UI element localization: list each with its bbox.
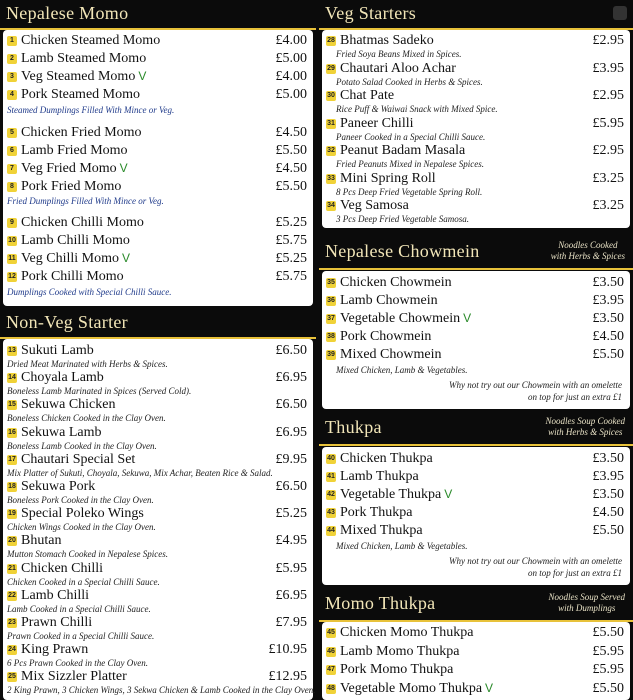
item-number-badge: 40 bbox=[327, 455, 335, 462]
section-title: Veg Starters bbox=[325, 3, 417, 23]
item-price: £5.50 bbox=[592, 625, 624, 640]
menu-item bbox=[326, 311, 624, 328]
menu-item bbox=[326, 88, 624, 105]
item-name bbox=[21, 251, 130, 267]
omelette-offer bbox=[449, 555, 622, 579]
item-name bbox=[340, 171, 436, 187]
item-name bbox=[21, 588, 89, 604]
item-name-text: Mixed Thukpa bbox=[340, 523, 423, 538]
item-name-text: Chicken Chowmein bbox=[340, 275, 452, 290]
item-name bbox=[340, 293, 438, 309]
item-price: £5.75 bbox=[275, 233, 307, 248]
item-name-text: Bhutan bbox=[21, 533, 62, 549]
item-description: 2 King Prawn, 3 Chicken Wings, 3 Sekwa Chicken & Lamb Cooked in the Clay Oven. bbox=[7, 685, 316, 696]
item-name bbox=[21, 452, 135, 468]
item-description: Fried Soya Beans Mixed in Spices. bbox=[336, 49, 462, 59]
menu-item bbox=[326, 61, 624, 78]
item-name-text: Sukuti Lamb bbox=[21, 343, 94, 358]
section-title: Nepalese Chowmein bbox=[325, 241, 480, 261]
item-name-text: Lamb Fried Momo bbox=[21, 143, 128, 158]
menu-item bbox=[326, 451, 624, 468]
item-name-text: Chicken Chilli Momo bbox=[21, 215, 144, 230]
item-name bbox=[21, 561, 103, 577]
item-number-badge: 24 bbox=[8, 646, 16, 654]
menu-item bbox=[326, 275, 624, 292]
item-number-badge: 14 bbox=[8, 374, 16, 382]
section-description: Mixed Chicken, Lamb & Vegetables. bbox=[336, 541, 468, 551]
item-price: £3.25 bbox=[592, 170, 624, 186]
item-name-text: Mix Sizzler Platter bbox=[21, 669, 127, 685]
item-price: £5.95 bbox=[592, 115, 624, 131]
item-price: £5.25 bbox=[275, 215, 307, 230]
menu-item bbox=[7, 479, 307, 496]
menu-item bbox=[7, 615, 307, 632]
item-number-badge: 12 bbox=[8, 273, 16, 280]
menu-item bbox=[7, 561, 307, 578]
item-name bbox=[340, 143, 465, 159]
item-number-badge: 44 bbox=[327, 527, 335, 534]
item-name-text: Lamb Momo Thukpa bbox=[340, 643, 460, 659]
menu-item bbox=[326, 116, 624, 133]
item-name-text: Chicken Thukpa bbox=[340, 451, 433, 466]
item-name bbox=[340, 61, 456, 77]
item-name-text: Pork Momo Thukpa bbox=[340, 662, 454, 677]
item-number-badge: 37 bbox=[327, 315, 335, 322]
item-name-text: Pork Steamed Momo bbox=[21, 87, 140, 102]
section-header-non-veg-starter bbox=[0, 309, 316, 339]
menu-item bbox=[7, 343, 307, 360]
item-number-badge: 25 bbox=[8, 673, 16, 681]
item-price: £5.95 bbox=[275, 560, 307, 576]
item-price: £6.50 bbox=[275, 343, 307, 358]
item-number-badge: 9 bbox=[7, 218, 17, 228]
item-number-badge: 48 bbox=[327, 684, 335, 692]
item-name bbox=[340, 662, 453, 678]
menu-item bbox=[7, 179, 307, 196]
item-number-badge: 31 bbox=[327, 119, 335, 127]
item-price: £5.50 bbox=[275, 179, 307, 194]
vegetarian-mark: V bbox=[485, 680, 494, 695]
menu-item bbox=[7, 251, 307, 268]
item-number-badge: 39 bbox=[327, 351, 335, 358]
item-name-text: Chautari Aloo Achar bbox=[340, 60, 456, 76]
menu-item bbox=[7, 215, 307, 232]
item-name-text: Lamb Chilli bbox=[21, 587, 90, 603]
item-number-badge: 2 bbox=[7, 54, 17, 64]
section-header-momo-thukpa bbox=[319, 590, 633, 622]
offer-line: on top for just an extra £1 bbox=[528, 568, 622, 578]
offer-line: on top for just an extra £1 bbox=[528, 392, 622, 402]
item-name bbox=[21, 642, 88, 658]
item-number-badge: 47 bbox=[327, 666, 335, 673]
item-description: Rice Puff & Waiwai Snack with Mixed Spice. bbox=[336, 104, 498, 114]
item-number-badge: 16 bbox=[8, 428, 16, 436]
item-price: £9.95 bbox=[275, 451, 307, 467]
item-number-badge: 43 bbox=[327, 509, 335, 516]
item-name bbox=[21, 370, 104, 386]
menu-item bbox=[326, 662, 624, 679]
item-description: Boneless Lamb Cooked in the Clay Oven. bbox=[7, 440, 157, 451]
panel-momo-thukpa bbox=[322, 622, 630, 700]
item-name bbox=[340, 275, 452, 291]
item-number-badge: 6 bbox=[7, 146, 17, 156]
item-number-badge: 5 bbox=[7, 128, 17, 138]
item-name-text: Pork Thukpa bbox=[340, 505, 413, 520]
item-name bbox=[21, 69, 146, 85]
item-name-text: King Prawn bbox=[21, 642, 89, 658]
panel-non-veg-starter bbox=[3, 339, 316, 700]
item-number-badge: 7 bbox=[7, 164, 17, 174]
item-name bbox=[21, 143, 128, 159]
item-price: £3.95 bbox=[592, 60, 624, 76]
item-number-badge: 8 bbox=[7, 182, 17, 192]
item-price: £2.95 bbox=[592, 143, 624, 158]
item-name-text: Paneer Chilli bbox=[340, 115, 414, 131]
menu-item bbox=[7, 269, 307, 286]
item-number-badge: 4 bbox=[7, 90, 17, 100]
item-number-badge: 17 bbox=[8, 455, 16, 463]
menu-item bbox=[7, 397, 307, 414]
item-price: £5.50 bbox=[592, 680, 624, 696]
item-name-text: Mini Spring Roll bbox=[340, 170, 436, 186]
panel-chowmein bbox=[322, 271, 630, 409]
item-price: £6.50 bbox=[275, 479, 307, 494]
item-price: £4.50 bbox=[592, 505, 624, 520]
item-description: Potato Salad Cooked in Herbs & Spices. bbox=[336, 76, 483, 87]
item-name-text: Chicken Chilli bbox=[21, 560, 104, 576]
item-price: £3.25 bbox=[592, 198, 624, 213]
item-number-badge: 18 bbox=[8, 483, 16, 490]
menu-item bbox=[7, 506, 307, 523]
item-price: £3.95 bbox=[592, 469, 624, 484]
vegetarian-mark: V bbox=[119, 161, 128, 175]
item-name bbox=[21, 161, 128, 177]
item-name bbox=[340, 523, 423, 539]
item-price: £4.00 bbox=[275, 69, 307, 84]
item-description: Boneless Pork Cooked in the Clay Oven. bbox=[7, 495, 154, 505]
panel-veg-starters bbox=[322, 30, 630, 228]
item-number-badge: 20 bbox=[8, 537, 16, 545]
item-name bbox=[21, 425, 101, 441]
item-price: £3.50 bbox=[592, 311, 624, 326]
item-price: £4.95 bbox=[275, 533, 307, 549]
item-description: 8 Pcs Deep Fried Vegetable Spring Roll. bbox=[336, 186, 483, 197]
item-name-text: Pork Chilli Momo bbox=[21, 269, 124, 284]
item-price: £5.25 bbox=[275, 251, 307, 266]
item-number-badge: 1 bbox=[7, 36, 17, 46]
item-name-text: Chicken Fried Momo bbox=[21, 125, 142, 140]
item-number-badge: 23 bbox=[8, 619, 16, 626]
item-name-text: Vegetable Momo Thukpa bbox=[340, 680, 483, 696]
item-price: £5.50 bbox=[275, 143, 307, 158]
item-name bbox=[340, 644, 460, 660]
item-name bbox=[340, 311, 471, 327]
item-description: Boneless Chicken Cooked in the Clay Oven. bbox=[7, 413, 166, 424]
section-header-chowmein bbox=[319, 238, 633, 270]
item-name bbox=[340, 487, 452, 503]
item-price: £4.00 bbox=[275, 33, 307, 48]
item-name-text: Chicken Steamed Momo bbox=[21, 33, 161, 48]
item-number-badge: 41 bbox=[327, 473, 335, 480]
item-name bbox=[21, 51, 146, 67]
item-name-text: Veg Fried Momo bbox=[21, 161, 117, 176]
item-description: Chicken Wings Cooked in the Clay Oven. bbox=[7, 522, 156, 533]
item-number-badge: 10 bbox=[8, 237, 16, 244]
menu-item bbox=[7, 143, 307, 160]
item-name-text: Sekuwa Chicken bbox=[21, 397, 116, 413]
item-price: £4.50 bbox=[275, 125, 307, 140]
item-number-badge: 15 bbox=[8, 401, 16, 409]
section-header-veg-starters bbox=[319, 0, 633, 30]
item-name-text: Veg Samosa bbox=[340, 198, 409, 213]
section-description: Mixed Chicken, Lamb & Vegetables. bbox=[336, 365, 468, 375]
menu-item bbox=[7, 669, 307, 686]
item-name bbox=[21, 506, 144, 522]
item-number-badge: 13 bbox=[8, 347, 16, 354]
item-price: £5.95 bbox=[592, 643, 624, 659]
item-name bbox=[340, 681, 493, 697]
item-name-text: Lamb Thukpa bbox=[340, 469, 419, 484]
right-column bbox=[319, 0, 633, 700]
item-name-text: Peanut Badam Masala bbox=[340, 143, 466, 158]
item-price: £3.50 bbox=[592, 451, 624, 466]
item-name-text: Pork Chowmein bbox=[340, 329, 432, 344]
item-number-badge: 22 bbox=[8, 591, 16, 599]
item-name bbox=[21, 33, 160, 49]
section-header-thukpa bbox=[319, 414, 633, 446]
item-name bbox=[340, 505, 412, 521]
menu-item bbox=[7, 33, 307, 50]
item-name bbox=[21, 479, 95, 495]
item-name-text: Lamb Chowmein bbox=[340, 293, 438, 308]
menu-item bbox=[7, 69, 307, 86]
item-price: £5.00 bbox=[275, 87, 307, 102]
item-name bbox=[21, 669, 127, 685]
section-header-nepalese-momo bbox=[0, 0, 316, 30]
item-price: £4.50 bbox=[592, 329, 624, 344]
item-description: Fried Peanuts Mixed in Nepalese Spices. bbox=[336, 159, 484, 169]
item-number-badge: 46 bbox=[327, 647, 335, 655]
item-number-badge: 42 bbox=[327, 491, 335, 498]
vegetarian-mark: V bbox=[122, 251, 131, 265]
item-name-text: Vegetable Thukpa bbox=[340, 487, 442, 502]
item-number-badge: 33 bbox=[327, 174, 335, 182]
item-price: £5.25 bbox=[275, 506, 307, 522]
item-name bbox=[21, 215, 144, 231]
item-number-badge: 3 bbox=[7, 72, 17, 82]
item-description: 3 Pcs Deep Fried Vegetable Samosa. bbox=[336, 214, 469, 224]
menu-item bbox=[7, 370, 307, 387]
item-name bbox=[21, 615, 92, 631]
section-note: Noodles Soup Cooked with Herbs & Spices bbox=[545, 416, 625, 437]
section-title: Momo Thukpa bbox=[325, 593, 436, 613]
item-number-badge: 36 bbox=[327, 297, 335, 304]
item-price: £3.95 bbox=[592, 293, 624, 308]
item-number-badge: 11 bbox=[8, 255, 16, 262]
item-description: Chicken Cooked in a Special Chilli Sauce. bbox=[7, 576, 160, 587]
item-name bbox=[340, 116, 414, 132]
item-name bbox=[340, 625, 474, 641]
menu-item bbox=[326, 198, 624, 215]
item-name bbox=[340, 347, 442, 363]
menu-item bbox=[326, 644, 624, 661]
item-name-text: Chicken Momo Thukpa bbox=[340, 625, 474, 640]
item-name bbox=[21, 533, 61, 549]
item-number-badge: 38 bbox=[327, 333, 335, 340]
menu-item bbox=[326, 681, 624, 698]
menu-item bbox=[326, 293, 624, 310]
item-number-badge: 19 bbox=[8, 510, 16, 518]
item-name bbox=[340, 88, 394, 104]
item-name bbox=[21, 343, 94, 359]
item-description: Lamb Cooked in a Special Chilli Sauce. bbox=[7, 603, 151, 614]
section-title: Non-Veg Starter bbox=[6, 312, 128, 332]
menu-item bbox=[326, 505, 624, 522]
omelette-offer bbox=[449, 379, 622, 403]
item-price: £3.50 bbox=[592, 275, 624, 290]
vegetarian-mark: V bbox=[138, 69, 147, 83]
item-name bbox=[21, 269, 124, 285]
item-name-text: Pork Fried Momo bbox=[21, 179, 122, 194]
menu-item bbox=[326, 347, 624, 364]
menu-item bbox=[7, 588, 307, 605]
item-price: £3.50 bbox=[592, 487, 624, 502]
menu-item bbox=[326, 487, 624, 504]
item-description: Dried Meat Marinated with Herbs & Spices. bbox=[7, 359, 168, 369]
item-price: £10.95 bbox=[268, 642, 307, 658]
item-description: Boneless Lamb Marinated in Spices (Served Cold). bbox=[7, 386, 192, 397]
item-name-text: Mixed Chowmein bbox=[340, 347, 442, 362]
item-price: £5.50 bbox=[592, 347, 624, 362]
menu-item bbox=[326, 469, 624, 486]
menu-item bbox=[326, 329, 624, 346]
item-description: Mutton Stomach Cooked in Nepalese Spices. bbox=[7, 549, 168, 560]
item-name-text: Vegetable Chowmein bbox=[340, 311, 461, 326]
item-number-badge: 30 bbox=[327, 92, 335, 99]
item-name bbox=[340, 329, 431, 345]
item-price: £4.50 bbox=[275, 161, 307, 176]
item-name-text: Lamb Chilli Momo bbox=[21, 233, 130, 248]
item-price: £5.95 bbox=[592, 662, 624, 677]
section-note: Dumplings Cooked with Special Chilli Sauce. bbox=[7, 287, 172, 297]
menu-item bbox=[7, 452, 307, 469]
item-name-text: Veg Steamed Momo bbox=[21, 69, 136, 84]
item-price: £12.95 bbox=[268, 669, 307, 685]
item-name bbox=[340, 33, 434, 49]
item-price: £2.95 bbox=[592, 88, 624, 103]
offer-line: Why not try out our Chowmein with an omelette bbox=[449, 556, 622, 566]
item-name-text: Bhatmas Sadeko bbox=[340, 33, 434, 48]
item-number-badge: 32 bbox=[327, 147, 335, 154]
item-price: £2.95 bbox=[592, 33, 624, 48]
item-name-text: Prawn Chilli bbox=[21, 615, 93, 630]
menu-item bbox=[7, 87, 307, 104]
item-name bbox=[340, 469, 419, 485]
item-name bbox=[21, 179, 121, 195]
menu-item bbox=[7, 161, 307, 178]
section-note: Noodles Soup Served with Dumplings bbox=[548, 592, 625, 613]
item-number-badge: 35 bbox=[327, 279, 335, 286]
section-title: Thukpa bbox=[325, 417, 382, 437]
section-note: Noodles Cooked with Herbs & Spices bbox=[550, 240, 625, 261]
menu-item bbox=[7, 233, 307, 250]
item-price: £5.75 bbox=[275, 269, 307, 284]
item-name-text: Sekuwa Pork bbox=[21, 479, 96, 494]
item-number-badge: 29 bbox=[327, 64, 335, 72]
left-column bbox=[0, 0, 316, 700]
menu-item bbox=[7, 642, 307, 659]
menu-item bbox=[326, 523, 624, 540]
section-title: Nepalese Momo bbox=[6, 3, 129, 23]
menu-item bbox=[7, 425, 307, 442]
vegetarian-mark: V bbox=[444, 487, 453, 501]
item-name bbox=[340, 198, 409, 214]
item-number-badge: 34 bbox=[327, 202, 335, 209]
item-price: £6.50 bbox=[275, 397, 307, 413]
item-price: £7.95 bbox=[275, 615, 307, 630]
item-description: Prawn Cooked in a Special Chilli Sauce. bbox=[7, 631, 155, 641]
vegetarian-mark: V bbox=[463, 311, 472, 325]
menu-item bbox=[326, 625, 624, 642]
section-note: Steamed Dumplings Filled With Mince or Veg. bbox=[7, 105, 175, 115]
item-name bbox=[340, 451, 433, 467]
logo-mark-icon bbox=[613, 6, 627, 20]
item-name-text: Special Poleko Wings bbox=[21, 506, 144, 522]
item-name-text: Lamb Steamed Momo bbox=[21, 51, 147, 66]
panel-thukpa bbox=[322, 447, 630, 585]
item-price: £5.50 bbox=[592, 523, 624, 538]
item-number-badge: 21 bbox=[8, 564, 16, 572]
menu-item bbox=[7, 51, 307, 68]
menu-item bbox=[326, 33, 624, 50]
item-name bbox=[21, 125, 142, 141]
item-name-text: Chautari Special Set bbox=[21, 451, 136, 467]
panel-nepalese-momo bbox=[3, 30, 313, 306]
menu-item bbox=[326, 171, 624, 188]
offer-line: Why not try out our Chowmein with an omelette bbox=[449, 380, 622, 390]
item-name-text: Choyala Lamb bbox=[21, 370, 104, 386]
item-description: Mix Platter of Sukuti, Choyala, Sekuwa, Mix Achar, Beaten Rice & Salad. bbox=[7, 467, 273, 478]
item-price: £6.95 bbox=[275, 424, 307, 440]
item-number-badge: 28 bbox=[327, 37, 335, 44]
item-name-text: Sekuwa Lamb bbox=[21, 424, 102, 440]
item-name-text: Chat Pate bbox=[340, 88, 395, 103]
item-name bbox=[21, 87, 140, 103]
menu-item bbox=[7, 125, 307, 142]
item-price: £6.95 bbox=[275, 587, 307, 603]
item-number-badge: 45 bbox=[327, 629, 335, 636]
item-description: Paneer Cooked in a Special Chilli Sauce. bbox=[336, 131, 486, 142]
section-note: Fried Dumplings Filled With Mince or Veg. bbox=[7, 196, 164, 206]
menu-item bbox=[326, 143, 624, 160]
item-name bbox=[21, 397, 115, 413]
item-price: £6.95 bbox=[275, 370, 307, 386]
item-name bbox=[21, 233, 130, 249]
item-name-text: Veg Chilli Momo bbox=[21, 251, 120, 266]
item-description: 6 Pcs Prawn Cooked in the Clay Oven. bbox=[7, 658, 148, 669]
menu-item bbox=[7, 533, 307, 550]
item-price: £5.00 bbox=[275, 51, 307, 66]
